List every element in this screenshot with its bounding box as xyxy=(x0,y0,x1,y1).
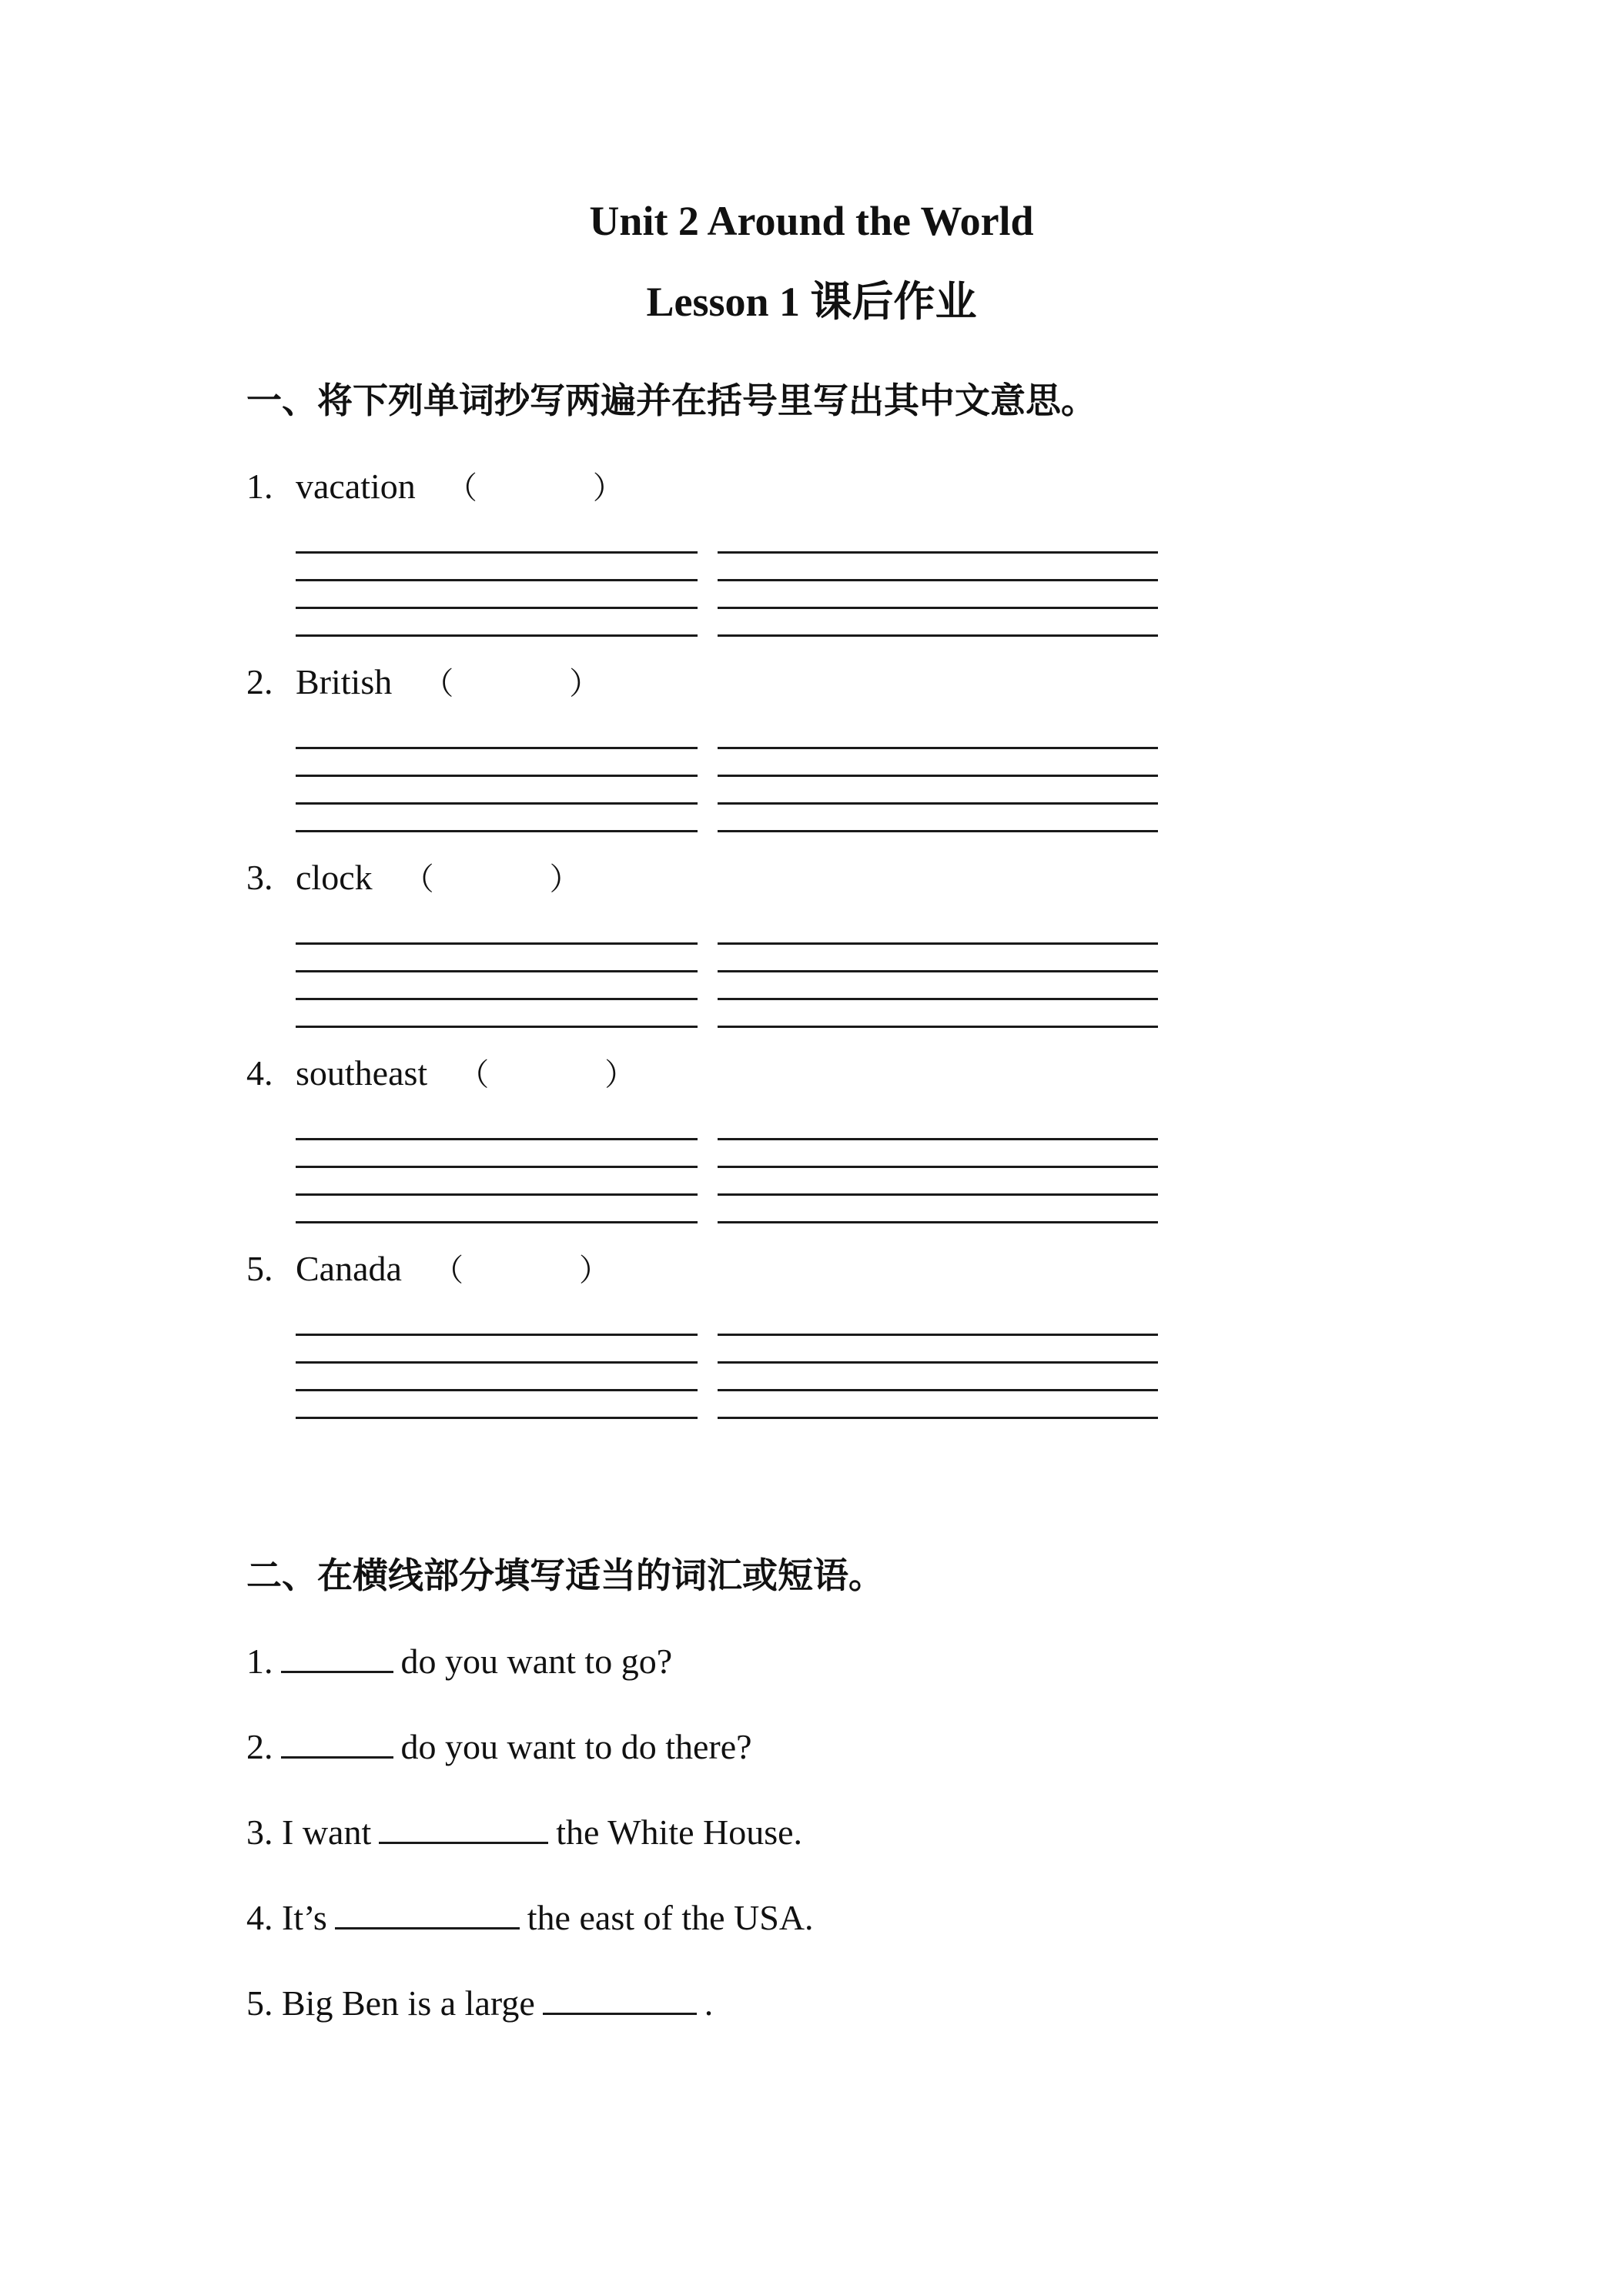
writing-line[interactable] xyxy=(296,998,698,1000)
fill-item-prefix: 5. Big Ben is a large xyxy=(246,1983,535,2023)
vocab-word: southeast xyxy=(296,1053,428,1093)
writing-line[interactable] xyxy=(296,1166,698,1168)
writing-line[interactable] xyxy=(296,1193,698,1196)
paren-open: （ xyxy=(446,470,477,506)
writing-line[interactable] xyxy=(718,607,1158,609)
word-label xyxy=(246,855,581,902)
writing-line[interactable] xyxy=(296,1389,698,1391)
fill-item-1 xyxy=(246,1638,672,1685)
writing-line[interactable] xyxy=(296,1026,698,1028)
fill-item-3 xyxy=(246,1809,802,1856)
fill-item-prefix: 1. xyxy=(246,1642,273,1681)
vocab-word: vacation xyxy=(296,467,416,506)
writing-line[interactable] xyxy=(718,830,1158,832)
paren-close: ） xyxy=(549,862,581,897)
writing-line[interactable] xyxy=(718,1361,1158,1364)
fill-item-rest: the White House. xyxy=(556,1812,803,1852)
meaning-parentheses[interactable] xyxy=(458,1052,635,1098)
writing-line[interactable] xyxy=(296,747,698,749)
fill-item-rest: do you want to go? xyxy=(400,1642,673,1681)
fill-item-2 xyxy=(246,1724,752,1770)
answer-blank[interactable] xyxy=(281,1725,393,1759)
writing-line[interactable] xyxy=(296,830,698,832)
writing-line[interactable] xyxy=(718,1193,1158,1196)
word-label xyxy=(246,1050,635,1098)
fill-item-4 xyxy=(246,1895,814,1941)
writing-line[interactable] xyxy=(718,942,1158,945)
word-label xyxy=(246,464,624,511)
writing-line[interactable] xyxy=(296,634,698,637)
fill-item-prefix: 2. xyxy=(246,1727,273,1766)
answer-blank[interactable] xyxy=(379,1811,548,1844)
word-item-3 xyxy=(0,855,1623,1050)
word-item-1 xyxy=(0,464,1623,659)
writing-line[interactable] xyxy=(296,775,698,777)
writing-line[interactable] xyxy=(296,607,698,609)
fill-item-rest: do you want to do there? xyxy=(400,1727,752,1766)
meaning-parentheses[interactable] xyxy=(403,856,581,902)
writing-line[interactable] xyxy=(296,970,698,972)
writing-line[interactable] xyxy=(296,1221,698,1223)
meaning-parentheses[interactable] xyxy=(433,1247,610,1294)
fill-item-prefix: 3. I want xyxy=(246,1812,372,1852)
vocab-word: clock xyxy=(296,858,373,897)
writing-line[interactable] xyxy=(718,579,1158,581)
writing-line[interactable] xyxy=(718,634,1158,637)
writing-line[interactable] xyxy=(296,1138,698,1140)
writing-line[interactable] xyxy=(718,1026,1158,1028)
meaning-parentheses[interactable] xyxy=(423,661,600,707)
writing-line[interactable] xyxy=(718,747,1158,749)
word-label xyxy=(246,1246,610,1294)
writing-line[interactable] xyxy=(718,998,1158,1000)
meaning-parentheses[interactable] xyxy=(447,465,624,511)
fill-item-rest: . xyxy=(704,1983,714,2023)
section1-heading: 一、将下列单词抄写两遍并在括号里写出其中文意思。 xyxy=(246,380,1096,421)
writing-line[interactable] xyxy=(718,775,1158,777)
writing-line[interactable] xyxy=(296,579,698,581)
paren-close: ） xyxy=(592,470,624,506)
item-number: 4. xyxy=(246,1053,273,1093)
paren-open: （ xyxy=(403,862,434,897)
writing-line[interactable] xyxy=(718,1221,1158,1223)
section2-heading: 二、在横线部分填写适当的词汇或短语。 xyxy=(246,1555,884,1596)
fill-item-5 xyxy=(246,1980,713,2027)
item-number: 1. xyxy=(246,467,273,506)
word-item-2 xyxy=(0,659,1623,855)
writing-line[interactable] xyxy=(296,802,698,805)
writing-line[interactable] xyxy=(718,1417,1158,1419)
writing-line[interactable] xyxy=(718,1166,1158,1168)
word-label xyxy=(246,659,600,707)
writing-line[interactable] xyxy=(296,551,698,554)
vocab-word: British xyxy=(296,662,393,701)
paren-close: ） xyxy=(569,666,601,701)
fill-item-prefix: 4. It’s xyxy=(246,1898,327,1937)
answer-blank[interactable] xyxy=(281,1640,393,1673)
writing-line[interactable] xyxy=(296,942,698,945)
writing-line[interactable] xyxy=(718,1334,1158,1336)
writing-line[interactable] xyxy=(718,1138,1158,1140)
answer-blank[interactable] xyxy=(335,1896,520,1930)
word-item-4 xyxy=(0,1050,1623,1246)
paren-close: ） xyxy=(578,1253,610,1288)
answer-blank[interactable] xyxy=(543,1982,697,2015)
paren-open: （ xyxy=(458,1057,490,1093)
lesson-subtitle: Lesson 1 课后作业 xyxy=(646,279,977,325)
writing-line[interactable] xyxy=(718,1389,1158,1391)
worksheet-title: Unit 2 Around the World xyxy=(589,198,1034,244)
paren-open: （ xyxy=(423,666,454,701)
word-item-5 xyxy=(0,1246,1623,1441)
writing-line[interactable] xyxy=(718,551,1158,554)
item-number: 2. xyxy=(246,662,273,701)
writing-line[interactable] xyxy=(718,802,1158,805)
item-number: 3. xyxy=(246,858,273,897)
vocab-word: Canada xyxy=(296,1249,402,1288)
writing-line[interactable] xyxy=(718,970,1158,972)
paren-close: ） xyxy=(604,1057,636,1093)
writing-line[interactable] xyxy=(296,1334,698,1336)
writing-line[interactable] xyxy=(296,1361,698,1364)
paren-open: （ xyxy=(432,1253,463,1288)
writing-line[interactable] xyxy=(296,1417,698,1419)
fill-item-rest: the east of the USA. xyxy=(527,1898,814,1937)
item-number: 5. xyxy=(246,1249,273,1288)
